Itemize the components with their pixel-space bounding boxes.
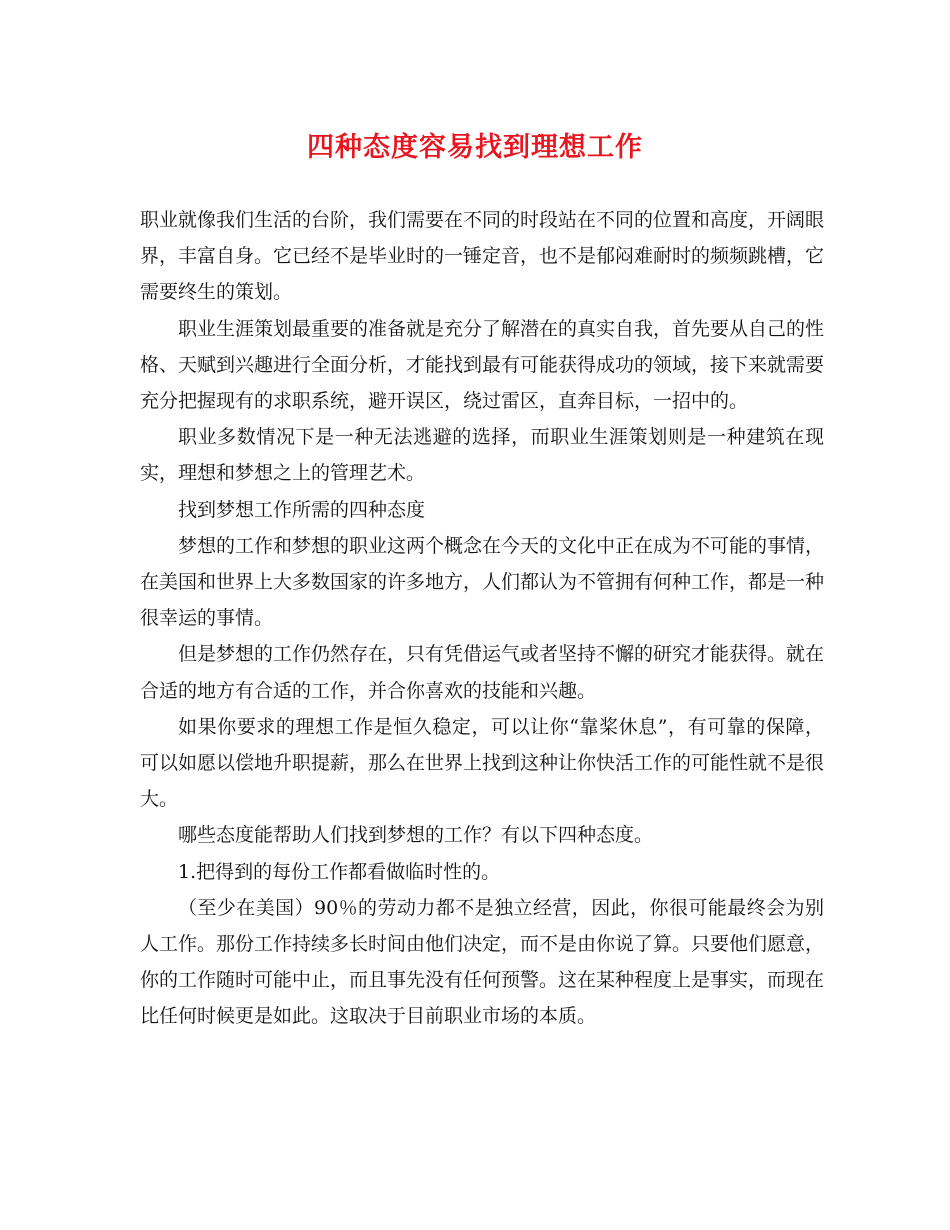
list-item-heading: 1.把得到的每份工作都看做临时性的。 [178,860,501,883]
paragraph: （至少在美国）90％的劳动力都不是独立经营，因此，你很可能最终会为别人工作。那份工作持续多长时间由他们决定，而不是由你说了算。只要他们愿意，你的工作随时可能中止，而且事先没有任何预警。这在某种程度上是事实，而现在比任何时候更是如此。这取决于目前职业市场的本质。 [140,896,825,1028]
paragraph: 职业多数情况下是一种无法逃避的选择，而职业生涯策划则是一种建筑在现实，理想和梦想之上的管理艺术。 [140,426,824,485]
document-title: 四种态度容易找到理想工作 [307,132,643,163]
paragraph: 但是梦想的工作仍然存在，只有凭借运气或者坚持不懈的研究才能获得。就在合适的地方有合适的工作，并合你喜欢的技能和兴趣。 [140,643,825,702]
document-body [140,202,824,1035]
section-heading: 找到梦想工作所需的四种态度 [178,498,426,521]
paragraph: 哪些态度能帮助人们找到梦想的工作？有以下四种态度。 [178,824,654,847]
paragraph: 如果你要求的理想工作是恒久稳定，可以让你“靠桨休息”，有可靠的保障，可以如愿以偿地升职提薪，那么在世界上找到这种让你快活工作的可能性就不是很大。 [140,715,825,811]
paragraph: 职业就像我们生活的台阶，我们需要在不同的时段站在不同的位置和高度，开阔眼界，丰富自身。它已经不是毕业时的一锤定音，也不是郁闷难耐时的频频跳槽，它需要终生的策划。 [140,209,825,304]
paragraph: 职业生涯策划最重要的准备就是充分了解潜在的真实自我，首先要从自己的性格、天赋到兴趣进行全面分析，才能找到最有可能获得成功的领域，接下来就需要充分把握现有的求职系统，避开误区，绕过雷区，直奔目标，一招中的。 [140,317,825,413]
paragraph: 梦想的工作和梦想的职业这两个概念在今天的文化中正在成为不可能的事情，在美国和世界上大多数国家的许多地方，人们都认为不管拥有何种工作，都是一种很幸运的事情。 [140,534,825,630]
